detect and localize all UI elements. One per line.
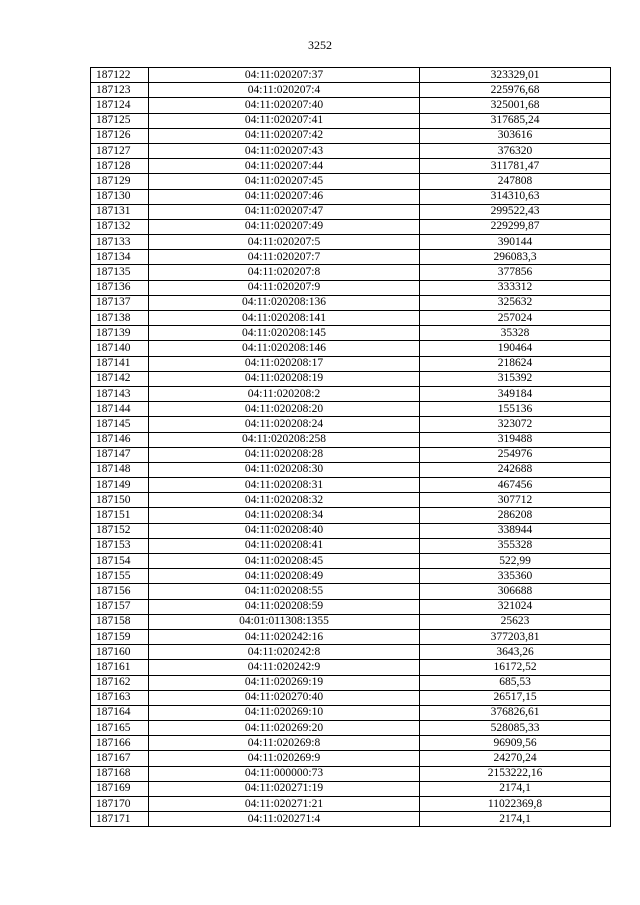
row-number-cell: 187168: [91, 766, 149, 781]
table-row: [91, 265, 611, 280]
cadastral-value-cell: 317685,24: [420, 113, 611, 128]
table-row: [91, 280, 611, 295]
table-row: [91, 523, 611, 538]
cadastral-number-cell: 04:11:020208:31: [149, 478, 420, 493]
cadastral-value-cell: 11022369,8: [420, 797, 611, 812]
cadastral-number-cell: 04:11:020207:9: [149, 280, 420, 295]
row-number-cell: 187144: [91, 402, 149, 417]
row-number-cell: 187131: [91, 204, 149, 219]
cadastral-number-cell: 04:11:020269:20: [149, 721, 420, 736]
table-row: [91, 614, 611, 629]
row-number-cell: 187160: [91, 645, 149, 660]
table-row: [91, 751, 611, 766]
table-row: [91, 781, 611, 796]
cadastral-value-cell: 349184: [420, 386, 611, 401]
cadastral-value-cell: 376826,61: [420, 705, 611, 720]
cadastral-number-cell: 04:11:020208:258: [149, 432, 420, 447]
cadastral-number-cell: 04:11:020242:8: [149, 645, 420, 660]
cadastral-value-cell: 242688: [420, 462, 611, 477]
table-row: [91, 508, 611, 523]
cadastral-value-cell: 355328: [420, 538, 611, 553]
row-number-cell: 187126: [91, 128, 149, 143]
cadastral-value-cell: 155136: [420, 402, 611, 417]
table-row: [91, 174, 611, 189]
table-row: [91, 675, 611, 690]
row-number-cell: 187141: [91, 356, 149, 371]
cadastral-value-cell: 685,53: [420, 675, 611, 690]
row-number-cell: 187137: [91, 295, 149, 310]
cadastral-value-cell: 16172,52: [420, 660, 611, 675]
row-number-cell: 187136: [91, 280, 149, 295]
cadastral-value-cell: 225976,68: [420, 83, 611, 98]
cadastral-value-cell: 35328: [420, 326, 611, 341]
table-row: [91, 432, 611, 447]
cadastral-value-cell: 390144: [420, 235, 611, 250]
row-number-cell: 187135: [91, 265, 149, 280]
row-number-cell: 187164: [91, 705, 149, 720]
table-row: [91, 417, 611, 432]
table-row: [91, 721, 611, 736]
row-number-cell: 187156: [91, 584, 149, 599]
cadastral-number-cell: 04:01:011308:1355: [149, 614, 420, 629]
cadastral-number-cell: 04:11:020271:21: [149, 797, 420, 812]
table-row: [91, 113, 611, 128]
table-row: [91, 159, 611, 174]
row-number-cell: 187122: [91, 68, 149, 83]
cadastral-value-cell: 333312: [420, 280, 611, 295]
cadastral-value-cell: 229299,87: [420, 219, 611, 234]
row-number-cell: 187129: [91, 174, 149, 189]
row-number-cell: 187134: [91, 250, 149, 265]
table-row: [91, 83, 611, 98]
cadastral-number-cell: 04:11:020208:19: [149, 371, 420, 386]
cadastral-number-cell: 04:11:020207:40: [149, 98, 420, 113]
cadastral-number-cell: 04:11:020242:9: [149, 660, 420, 675]
table-row: [91, 736, 611, 751]
cadastral-number-cell: 04:11:020207:47: [149, 204, 420, 219]
row-number-cell: 187124: [91, 98, 149, 113]
table-row: [91, 341, 611, 356]
cadastral-value-cell: 24270,24: [420, 751, 611, 766]
cadastral-value-cell: 335360: [420, 569, 611, 584]
cadastral-number-cell: 04:11:020208:17: [149, 356, 420, 371]
table-row: [91, 690, 611, 705]
row-number-cell: 187169: [91, 781, 149, 796]
cadastral-value-table: [90, 67, 611, 827]
row-number-cell: 187150: [91, 493, 149, 508]
table-row: [91, 250, 611, 265]
row-number-cell: 187155: [91, 569, 149, 584]
cadastral-number-cell: 04:11:020207:44: [149, 159, 420, 174]
table-row: [91, 447, 611, 462]
cadastral-value-cell: 311781,47: [420, 159, 611, 174]
table-row: [91, 189, 611, 204]
cadastral-number-cell: 04:11:020207:37: [149, 68, 420, 83]
cadastral-number-cell: 04:11:020207:5: [149, 235, 420, 250]
page-number: 3252: [308, 38, 332, 52]
row-number-cell: 187151: [91, 508, 149, 523]
row-number-cell: 187152: [91, 523, 149, 538]
cadastral-value-cell: 323072: [420, 417, 611, 432]
cadastral-value-cell: 2174,1: [420, 812, 611, 827]
cadastral-number-cell: 04:11:020208:30: [149, 462, 420, 477]
cadastral-number-cell: 04:11:020208:20: [149, 402, 420, 417]
row-number-cell: 187153: [91, 538, 149, 553]
row-number-cell: 187158: [91, 614, 149, 629]
table-row: [91, 493, 611, 508]
cadastral-value-cell: 377203,81: [420, 629, 611, 644]
row-number-cell: 187140: [91, 341, 149, 356]
cadastral-value-cell: 190464: [420, 341, 611, 356]
cadastral-value-cell: 25623: [420, 614, 611, 629]
cadastral-number-cell: 04:11:020208:34: [149, 508, 420, 523]
cadastral-number-cell: 04:11:020207:43: [149, 143, 420, 158]
cadastral-value-cell: 528085,33: [420, 721, 611, 736]
row-number-cell: 187167: [91, 751, 149, 766]
cadastral-number-cell: 04:11:020207:41: [149, 113, 420, 128]
table-row: [91, 356, 611, 371]
cadastral-number-cell: 04:11:020208:32: [149, 493, 420, 508]
cadastral-number-cell: 04:11:020207:49: [149, 219, 420, 234]
table-row: [91, 462, 611, 477]
row-number-cell: 187171: [91, 812, 149, 827]
table-row: [91, 660, 611, 675]
cadastral-value-cell: 247808: [420, 174, 611, 189]
cadastral-value-cell: 315392: [420, 371, 611, 386]
cadastral-value-cell: 2153222,16: [420, 766, 611, 781]
table-row: [91, 645, 611, 660]
row-number-cell: 187123: [91, 83, 149, 98]
cadastral-value-cell: 303616: [420, 128, 611, 143]
table-row: [91, 402, 611, 417]
cadastral-number-cell: 04:11:020242:16: [149, 629, 420, 644]
cadastral-number-cell: 04:11:020269:19: [149, 675, 420, 690]
cadastral-value-cell: 2174,1: [420, 781, 611, 796]
cadastral-value-cell: 467456: [420, 478, 611, 493]
cadastral-value-cell: 321024: [420, 599, 611, 614]
table-row: [91, 371, 611, 386]
table-row: [91, 705, 611, 720]
cadastral-value-cell: 314310,63: [420, 189, 611, 204]
cadastral-value-cell: 307712: [420, 493, 611, 508]
row-number-cell: 187157: [91, 599, 149, 614]
table-row: [91, 629, 611, 644]
table-row: [91, 538, 611, 553]
cadastral-value-cell: 296083,3: [420, 250, 611, 265]
cadastral-value-cell: 325001,68: [420, 98, 611, 113]
row-number-cell: 187165: [91, 721, 149, 736]
table-row: [91, 143, 611, 158]
row-number-cell: 187125: [91, 113, 149, 128]
row-number-cell: 187170: [91, 797, 149, 812]
cadastral-number-cell: 04:11:020269:10: [149, 705, 420, 720]
row-number-cell: 187146: [91, 432, 149, 447]
cadastral-value-cell: 299522,43: [420, 204, 611, 219]
cadastral-number-cell: 04:11:020207:8: [149, 265, 420, 280]
row-number-cell: 187130: [91, 189, 149, 204]
table-body: [91, 68, 611, 827]
table-row: [91, 204, 611, 219]
cadastral-number-cell: 04:11:020271:4: [149, 812, 420, 827]
table-row: [91, 295, 611, 310]
table-row: [91, 235, 611, 250]
cadastral-number-cell: 04:11:020208:145: [149, 326, 420, 341]
row-number-cell: 187148: [91, 462, 149, 477]
cadastral-number-cell: 04:11:020207:45: [149, 174, 420, 189]
row-number-cell: 187154: [91, 554, 149, 569]
cadastral-number-cell: 04:11:020208:141: [149, 311, 420, 326]
cadastral-number-cell: 04:11:020269:8: [149, 736, 420, 751]
cadastral-number-cell: 04:11:020207:46: [149, 189, 420, 204]
row-number-cell: 187147: [91, 447, 149, 462]
row-number-cell: 187143: [91, 386, 149, 401]
cadastral-number-cell: 04:11:000000:73: [149, 766, 420, 781]
cadastral-value-cell: 522,99: [420, 554, 611, 569]
table-row: [91, 766, 611, 781]
table-row: [91, 599, 611, 614]
table-row: [91, 478, 611, 493]
row-number-cell: 187166: [91, 736, 149, 751]
table-row: [91, 584, 611, 599]
table-row: [91, 128, 611, 143]
cadastral-value-cell: 96909,56: [420, 736, 611, 751]
cadastral-number-cell: 04:11:020208:136: [149, 295, 420, 310]
cadastral-number-cell: 04:11:020207:4: [149, 83, 420, 98]
cadastral-value-cell: 325632: [420, 295, 611, 310]
cadastral-value-cell: 323329,01: [420, 68, 611, 83]
cadastral-number-cell: 04:11:020271:19: [149, 781, 420, 796]
cadastral-value-cell: 338944: [420, 523, 611, 538]
cadastral-number-cell: 04:11:020208:45: [149, 554, 420, 569]
row-number-cell: 187163: [91, 690, 149, 705]
row-number-cell: 187128: [91, 159, 149, 174]
table-row: [91, 98, 611, 113]
table-row: [91, 68, 611, 83]
row-number-cell: 187149: [91, 478, 149, 493]
table-row: [91, 386, 611, 401]
row-number-cell: 187162: [91, 675, 149, 690]
cadastral-number-cell: 04:11:020208:41: [149, 538, 420, 553]
cadastral-number-cell: 04:11:020208:2: [149, 386, 420, 401]
row-number-cell: 187159: [91, 629, 149, 644]
cadastral-number-cell: 04:11:020207:7: [149, 250, 420, 265]
table-row: [91, 812, 611, 827]
table-row: [91, 311, 611, 326]
table-row: [91, 326, 611, 341]
cadastral-number-cell: 04:11:020207:42: [149, 128, 420, 143]
cadastral-value-cell: 306688: [420, 584, 611, 599]
cadastral-value-cell: 257024: [420, 311, 611, 326]
cadastral-value-cell: 376320: [420, 143, 611, 158]
table-row: [91, 554, 611, 569]
cadastral-value-cell: 218624: [420, 356, 611, 371]
table-row: [91, 797, 611, 812]
row-number-cell: 187133: [91, 235, 149, 250]
table-row: [91, 219, 611, 234]
row-number-cell: 187142: [91, 371, 149, 386]
cadastral-value-cell: 3643,26: [420, 645, 611, 660]
row-number-cell: 187132: [91, 219, 149, 234]
cadastral-number-cell: 04:11:020269:9: [149, 751, 420, 766]
cadastral-value-cell: 26517,15: [420, 690, 611, 705]
cadastral-value-cell: 377856: [420, 265, 611, 280]
table-row: [91, 569, 611, 584]
cadastral-number-cell: 04:11:020208:24: [149, 417, 420, 432]
cadastral-number-cell: 04:11:020208:59: [149, 599, 420, 614]
row-number-cell: 187161: [91, 660, 149, 675]
cadastral-number-cell: 04:11:020208:49: [149, 569, 420, 584]
cadastral-value-cell: 286208: [420, 508, 611, 523]
row-number-cell: 187145: [91, 417, 149, 432]
cadastral-number-cell: 04:11:020208:40: [149, 523, 420, 538]
row-number-cell: 187127: [91, 143, 149, 158]
cadastral-number-cell: 04:11:020270:40: [149, 690, 420, 705]
row-number-cell: 187139: [91, 326, 149, 341]
cadastral-value-cell: 319488: [420, 432, 611, 447]
cadastral-number-cell: 04:11:020208:28: [149, 447, 420, 462]
cadastral-number-cell: 04:11:020208:146: [149, 341, 420, 356]
cadastral-value-cell: 254976: [420, 447, 611, 462]
cadastral-number-cell: 04:11:020208:55: [149, 584, 420, 599]
row-number-cell: 187138: [91, 311, 149, 326]
